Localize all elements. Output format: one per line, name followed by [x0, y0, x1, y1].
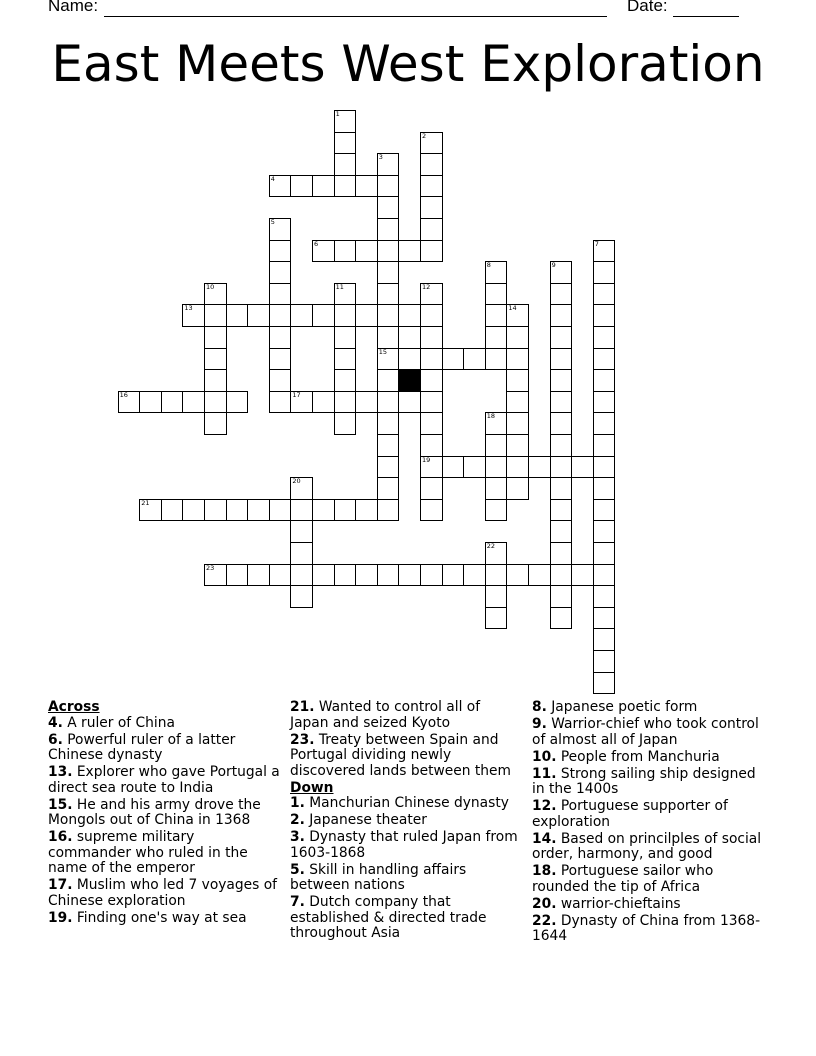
grid-cell[interactable]: [334, 110, 357, 133]
grid-cell[interactable]: [420, 348, 443, 371]
grid-cell[interactable]: [226, 564, 249, 587]
grid-cell[interactable]: [334, 283, 357, 306]
grid-cell[interactable]: [247, 499, 270, 522]
grid-cell[interactable]: [420, 369, 443, 392]
grid-cell[interactable]: [420, 326, 443, 349]
grid-cell[interactable]: [398, 304, 421, 327]
grid-cell[interactable]: [571, 456, 594, 479]
grid-cell[interactable]: [398, 240, 421, 263]
grid-cell[interactable]: [506, 564, 529, 587]
grid-cell[interactable]: [550, 261, 573, 284]
grid-cell[interactable]: [398, 391, 421, 414]
grid-cell[interactable]: [593, 434, 616, 457]
grid-cell[interactable]: [528, 564, 551, 587]
grid-cell[interactable]: [420, 132, 443, 155]
grid-cell[interactable]: [247, 304, 270, 327]
clue-down-1: 1. Manchurian Chinese dynasty: [290, 795, 509, 811]
grid-cell[interactable]: [139, 391, 162, 414]
grid-cell[interactable]: [550, 477, 573, 500]
clue-down-2: 2. Japanese theater: [290, 812, 427, 828]
grid-cell[interactable]: [334, 304, 357, 327]
grid-cell[interactable]: [377, 412, 400, 435]
grid-cell[interactable]: [506, 304, 529, 327]
grid-cell[interactable]: [204, 499, 227, 522]
grid-cell[interactable]: [550, 456, 573, 479]
grid-cell[interactable]: [226, 499, 249, 522]
grid-cell[interactable]: [485, 261, 508, 284]
grid-cell[interactable]: [398, 564, 421, 587]
grid-cell[interactable]: [420, 196, 443, 219]
clue-number: 18: [486, 412, 496, 421]
grid-cell[interactable]: [593, 240, 616, 263]
clue-number: 22: [486, 542, 496, 550]
grid-cell[interactable]: [377, 391, 400, 414]
clue-down-12: 12. Portuguese supporter of exploration: [532, 798, 728, 830]
grid-cell[interactable]: [420, 564, 443, 587]
grid-cell[interactable]: [593, 391, 616, 414]
down-heading: Down: [290, 779, 334, 796]
clue-number: 10: [206, 282, 215, 291]
grid-cell[interactable]: [550, 283, 573, 306]
grid-cell[interactable]: [593, 650, 616, 673]
grid-cell[interactable]: [334, 240, 357, 263]
clue-down-8: 8. Japanese poetic form: [532, 699, 698, 715]
grid-cell[interactable]: [485, 607, 508, 630]
clue-down-9: 9. Warrior-chief who took control of almost all of Japan: [532, 716, 759, 748]
grid-cell[interactable]: [377, 434, 400, 457]
clue-number: 2: [422, 131, 427, 140]
grid-cell[interactable]: [312, 564, 335, 587]
grid-cell[interactable]: [420, 391, 443, 414]
puzzle-title: East Meets West Exploration: [51, 35, 765, 93]
grid-cell[interactable]: [506, 369, 529, 392]
grid-cell[interactable]: [550, 520, 573, 543]
clue-number: 21: [141, 498, 150, 507]
grid-cell[interactable]: [550, 412, 573, 435]
clue-number: 7: [594, 239, 599, 248]
grid-cell[interactable]: [355, 391, 378, 414]
grid-cell[interactable]: [593, 326, 616, 349]
grid-cell[interactable]: [377, 369, 400, 392]
grid-cell[interactable]: [290, 520, 313, 543]
clue-across-15: 15. He and his army drove the Mongols out of China in 1368: [48, 796, 261, 828]
clue-down-14: 14. Based on princilples of social order, harmony, and good: [532, 830, 762, 862]
grid-cell[interactable]: [182, 499, 205, 522]
grid-cell[interactable]: [528, 456, 551, 479]
grid-cell[interactable]: [485, 283, 508, 306]
clue-number: 15: [378, 347, 388, 356]
grid-cell[interactable]: [334, 348, 357, 371]
grid-cell[interactable]: [226, 304, 249, 327]
grid-cell[interactable]: [312, 240, 335, 263]
grid-cell[interactable]: [485, 499, 508, 522]
grid-cell[interactable]: [377, 499, 400, 522]
grid-cell[interactable]: [593, 261, 616, 284]
grid-cell[interactable]: [593, 412, 616, 435]
clue-number: 5: [270, 218, 275, 226]
grid-cell[interactable]: [204, 564, 227, 587]
grid-cell[interactable]: [334, 369, 357, 392]
grid-cell[interactable]: [312, 175, 335, 198]
across-heading: Across: [48, 699, 100, 715]
grid-cell[interactable]: [204, 391, 227, 414]
grid-cell[interactable]: [506, 326, 529, 349]
clue-column-2: [290, 700, 522, 943]
grid-cell[interactable]: [269, 261, 292, 284]
grid-cell[interactable]: [377, 240, 400, 263]
clue-number: 9: [551, 261, 556, 270]
grid-cell[interactable]: [290, 391, 313, 414]
clue-across-6: 6. Powerful ruler of a latter Chinese dynasty: [48, 731, 236, 763]
grid-cell[interactable]: [204, 304, 227, 327]
clue-number: 14: [508, 304, 517, 313]
grid-cell[interactable]: [355, 175, 378, 198]
grid-cell[interactable]: [593, 520, 616, 543]
grid-cell[interactable]: [550, 434, 573, 457]
grid-cell[interactable]: [550, 391, 573, 414]
grid-cell[interactable]: [485, 304, 508, 327]
grid-cell[interactable]: [550, 304, 573, 327]
grid-cell[interactable]: [334, 175, 357, 198]
grid-cell[interactable]: [182, 304, 205, 327]
grid-cell[interactable]: [398, 348, 421, 371]
grid-cell[interactable]: [593, 283, 616, 306]
grid-cell[interactable]: [485, 434, 508, 457]
grid-cell[interactable]: [485, 456, 508, 479]
grid-cell[interactable]: [334, 132, 357, 155]
grid-cell[interactable]: [290, 585, 313, 608]
grid-cell[interactable]: [139, 499, 162, 522]
grid-cell[interactable]: [420, 499, 443, 522]
grid-cell[interactable]: [269, 564, 292, 587]
grid-cell[interactable]: [334, 412, 357, 435]
grid-cell[interactable]: [334, 499, 357, 522]
clue-down-10: 10. People from Manchuria: [532, 748, 720, 765]
grid-cell[interactable]: [593, 542, 616, 565]
grid-cell[interactable]: [290, 499, 313, 522]
grid-cell[interactable]: [269, 499, 292, 522]
grid-cell[interactable]: [593, 456, 616, 479]
grid-cell[interactable]: [355, 304, 378, 327]
grid-cell[interactable]: [377, 304, 400, 327]
date-label: Date:: [627, 0, 668, 15]
grid-cell[interactable]: [334, 391, 357, 414]
grid-cell[interactable]: [550, 369, 573, 392]
grid-cell[interactable]: [485, 477, 508, 500]
grid-cell[interactable]: [377, 283, 400, 306]
grid-cell[interactable]: [377, 153, 400, 176]
clue-number: 11: [335, 282, 344, 291]
grid-cell[interactable]: [377, 196, 400, 219]
grid-cell[interactable]: [204, 283, 227, 306]
clue-down-11: 11. Strong sailing ship designed in the 1400s: [532, 765, 756, 797]
grid-cell[interactable]: [550, 326, 573, 349]
grid-cell[interactable]: [420, 477, 443, 500]
grid-cell[interactable]: [571, 564, 594, 587]
clue-down-7: 7. Dutch company that established & directed trade throughout Asia: [290, 894, 487, 941]
grid-cell[interactable]: [290, 175, 313, 198]
grid-cell[interactable]: [593, 477, 616, 500]
grid-cell[interactable]: [593, 564, 616, 587]
clue-number: 8: [486, 261, 491, 270]
grid-cell[interactable]: [420, 283, 443, 306]
grid-cell[interactable]: [593, 585, 616, 608]
grid-cell[interactable]: [312, 304, 335, 327]
grid-cell[interactable]: [204, 412, 227, 435]
grid-cell[interactable]: [290, 542, 313, 565]
black-square: [398, 369, 421, 392]
grid-cell[interactable]: [593, 348, 616, 371]
clue-across-16: 16. supreme military commander who ruled in the name of the emperor: [48, 829, 248, 876]
grid-cell[interactable]: [463, 564, 486, 587]
grid-cell[interactable]: [420, 456, 443, 479]
grid-cell[interactable]: [485, 326, 508, 349]
grid-cell[interactable]: [312, 499, 335, 522]
clue-across-4: 4. A ruler of China: [48, 714, 175, 731]
grid-cell[interactable]: [269, 369, 292, 392]
grid-cell[interactable]: [463, 348, 486, 371]
grid-cell[interactable]: [377, 456, 400, 479]
grid-cell[interactable]: [463, 456, 486, 479]
grid-cell[interactable]: [550, 585, 573, 608]
grid-cell[interactable]: [355, 564, 378, 587]
grid-cell[interactable]: [550, 564, 573, 587]
grid-cell[interactable]: [204, 369, 227, 392]
grid-cell[interactable]: [269, 391, 292, 414]
grid-cell[interactable]: [269, 348, 292, 371]
grid-cell[interactable]: [355, 240, 378, 263]
grid-cell[interactable]: [377, 261, 400, 284]
grid-cell[interactable]: [269, 175, 292, 198]
grid-cell[interactable]: [269, 240, 292, 263]
grid-cell[interactable]: [161, 499, 184, 522]
grid-cell[interactable]: [377, 175, 400, 198]
clue-across-21: 21. Wanted to control all of Japan and seized Kyoto: [290, 699, 481, 731]
grid-cell[interactable]: [593, 628, 616, 651]
grid-cell[interactable]: [204, 326, 227, 349]
grid-cell[interactable]: [334, 564, 357, 587]
grid-cell[interactable]: [485, 564, 508, 587]
grid-cell[interactable]: [442, 456, 465, 479]
clue-column-1: [48, 700, 280, 928]
grid-cell[interactable]: [420, 153, 443, 176]
grid-cell[interactable]: [593, 304, 616, 327]
clue-down-20: 20. warrior-chieftains: [532, 895, 681, 912]
grid-cell[interactable]: [485, 542, 508, 565]
clue-across-19: 19. Finding one's way at sea: [48, 909, 247, 926]
grid-cell[interactable]: [485, 348, 508, 371]
grid-cell[interactable]: [312, 391, 335, 414]
grid-cell[interactable]: [485, 585, 508, 608]
grid-cell[interactable]: [420, 434, 443, 457]
grid-cell[interactable]: [420, 240, 443, 263]
grid-cell[interactable]: [226, 391, 249, 414]
grid-cell[interactable]: [550, 542, 573, 565]
grid-cell[interactable]: [182, 391, 205, 414]
grid-cell[interactable]: [506, 348, 529, 371]
grid-cell[interactable]: [290, 564, 313, 587]
grid-cell[interactable]: [377, 218, 400, 241]
grid-cell[interactable]: [247, 564, 270, 587]
grid-cell[interactable]: [377, 348, 400, 371]
grid-cell[interactable]: [377, 564, 400, 587]
grid-cell[interactable]: [377, 477, 400, 500]
clue-down-3: 3. Dynasty that ruled Japan from 1603-1868: [290, 829, 518, 861]
grid-cell[interactable]: [506, 477, 529, 500]
grid-cell[interactable]: [118, 391, 141, 414]
grid-cell[interactable]: [290, 477, 313, 500]
clue-down-5: 5. Skill in handling affairs between nations: [290, 861, 467, 893]
grid-cell[interactable]: [550, 348, 573, 371]
clue-number: 12: [422, 282, 431, 291]
grid-cell[interactable]: [593, 607, 616, 630]
grid-cell[interactable]: [269, 218, 292, 241]
grid-cell[interactable]: [269, 283, 292, 306]
grid-cell[interactable]: [377, 326, 400, 349]
clue-column-3: [532, 700, 772, 946]
grid-cell[interactable]: [290, 304, 313, 327]
grid-cell[interactable]: [442, 348, 465, 371]
grid-cell[interactable]: [550, 499, 573, 522]
grid-cell[interactable]: [204, 348, 227, 371]
grid-cell[interactable]: [334, 153, 357, 176]
grid-cell[interactable]: [506, 434, 529, 457]
clue-number: 13: [184, 304, 193, 313]
grid-cell[interactable]: [593, 672, 616, 695]
clue-number: 4: [270, 174, 275, 183]
grid-cell[interactable]: [269, 304, 292, 327]
grid-cell[interactable]: [161, 391, 184, 414]
clue-number: 16: [119, 390, 128, 399]
clue-number: 23: [206, 563, 215, 572]
clue-down-22: 22. Dynasty of China from 1368-1644: [532, 912, 761, 944]
clue-number: 3: [378, 153, 383, 162]
grid-cell[interactable]: [593, 499, 616, 522]
grid-cell[interactable]: [506, 412, 529, 435]
clue-down-18: 18. Portuguese sailor who rounded the tip of Africa: [532, 863, 714, 895]
clue-across-13: 13. Explorer who gave Portugal a direct sea route to India: [48, 764, 280, 796]
clue-number: 20: [292, 477, 301, 486]
clue-number: 19: [422, 455, 431, 464]
grid-cell[interactable]: [334, 326, 357, 349]
grid-cell[interactable]: [420, 304, 443, 327]
grid-cell[interactable]: [506, 456, 529, 479]
grid-cell[interactable]: [355, 499, 378, 522]
grid-cell[interactable]: [506, 391, 529, 414]
clue-number: 6: [314, 239, 319, 248]
grid-cell[interactable]: [550, 607, 573, 630]
name-label: Name:: [48, 0, 99, 15]
clue-number: 1: [335, 110, 340, 118]
grid-cell[interactable]: [485, 412, 508, 435]
grid-cell[interactable]: [442, 564, 465, 587]
clue-across-23: 23. Treaty between Spain and Portugal dividing newly discovered lands between them: [290, 731, 511, 779]
grid-cell[interactable]: [420, 175, 443, 198]
grid-cell[interactable]: [420, 412, 443, 435]
clue-number: 17: [292, 390, 301, 399]
grid-cell[interactable]: [269, 326, 292, 349]
grid-cell[interactable]: [593, 369, 616, 392]
grid-cell[interactable]: [420, 218, 443, 241]
clue-across-17: 17. Muslim who led 7 voyages of Chinese exploration: [48, 877, 277, 909]
